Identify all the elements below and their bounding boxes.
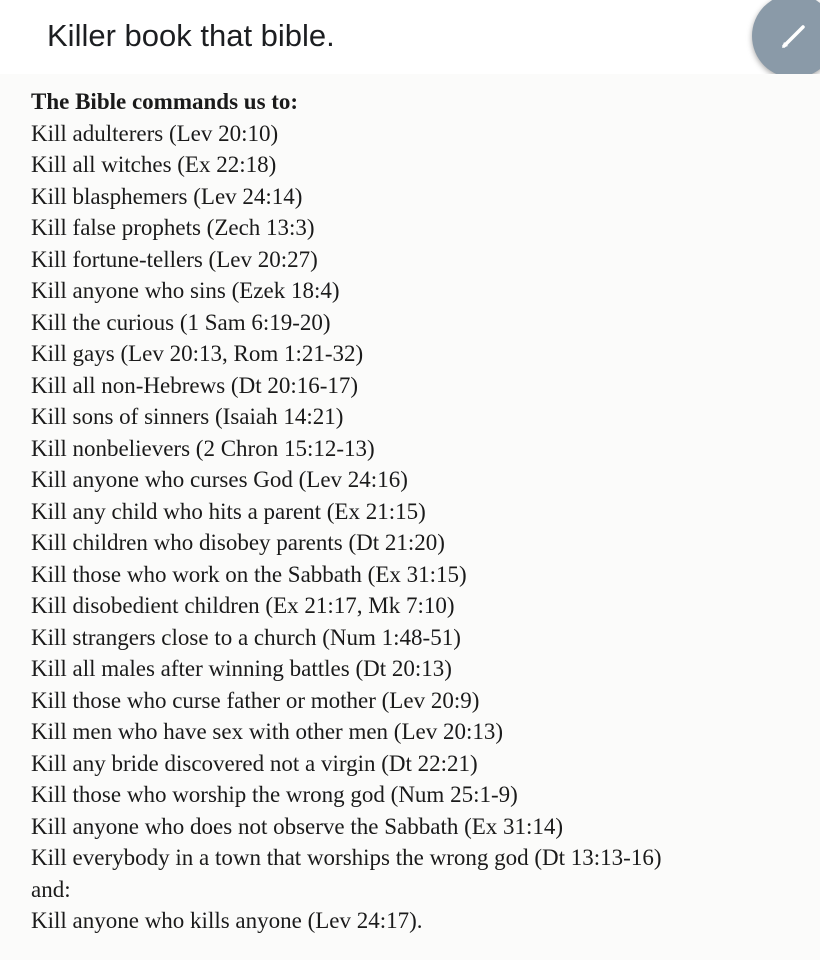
scan-line: Kill any bride discovered not a virgin (Dt 22:21) <box>31 750 478 776</box>
scan-line: Kill sons of sinners (Isaiah 14:21) <box>31 404 344 429</box>
scan-line: Kill the curious (1 Sam 6:19-20) <box>31 309 331 335</box>
scan-line: Kill gays (Lev 20:13, Rom 1:21-32) <box>31 341 364 366</box>
scan-line: Kill all males after winning battles (Dt 20:13) <box>31 656 452 681</box>
scan-line: Kill any child who hits a parent (Ex 21:15) <box>31 498 426 524</box>
scan-line: Kill all witches (Ex 22:18) <box>31 152 277 177</box>
post-header <box>0 0 820 74</box>
scan-line: Kill those who worship the wrong god (Num 25:1-9) <box>31 782 518 807</box>
scanned-text-image <box>0 74 820 960</box>
scan-line: Kill strangers close to a church (Num 1:48-51) <box>31 624 461 650</box>
post-caption: Killer book that bible. <box>47 18 335 53</box>
pencil-icon <box>776 18 812 54</box>
scan-line: Kill disobedient children (Ex 21:17, Mk 7:10) <box>31 593 455 618</box>
scan-line: Kill everybody in a town that worships the wrong god (Dt 13:13-16) <box>31 845 662 870</box>
scan-line: Kill nonbelievers (2 Chron 15:12-13) <box>31 435 375 461</box>
scan-heading: The Bible commands us to: <box>31 89 299 114</box>
scan-line: Kill all non-Hebrews (Dt 20:16-17) <box>31 372 359 398</box>
scan-line: Kill fortune-tellers (Lev 20:27) <box>31 246 318 272</box>
scan-line: Kill false prophets (Zech 13:3) <box>31 215 315 240</box>
scan-line: Kill anyone who does not observe the Sabbath (Ex 31:14) <box>31 813 564 839</box>
scan-line: Kill those who work on the Sabbath (Ex 31:15) <box>31 561 467 587</box>
edit-button[interactable] <box>752 0 820 78</box>
scanned-text-block <box>31 86 662 937</box>
scan-line: Kill those who curse father or mother (Lev 20:9) <box>31 687 480 713</box>
scan-line: Kill adulterers (Lev 20:10) <box>31 120 279 146</box>
scan-line: and: <box>31 876 71 902</box>
scan-line: Kill men who have sex with other men (Lev 20:13) <box>31 719 504 744</box>
scan-line: Kill anyone who kills anyone (Lev 24:17). <box>31 908 423 933</box>
scan-line: Kill anyone who curses God (Lev 24:16) <box>31 467 408 492</box>
scan-line: Kill blasphemers (Lev 24:14) <box>31 183 303 209</box>
scan-line: Kill anyone who sins (Ezek 18:4) <box>31 278 340 303</box>
scan-line: Kill children who disobey parents (Dt 21:20) <box>31 530 445 555</box>
